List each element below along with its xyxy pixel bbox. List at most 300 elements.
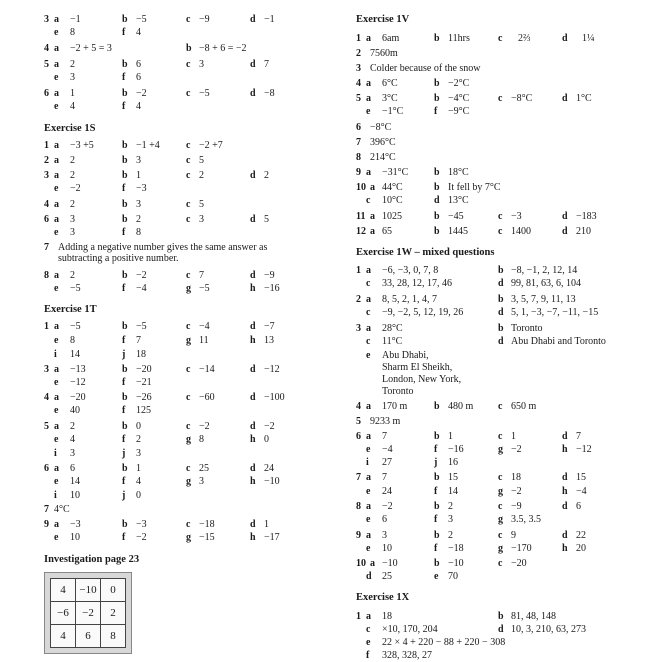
- part-label: h: [250, 532, 256, 543]
- answer-value: 4: [136, 101, 141, 112]
- answer-value: 480 m: [448, 401, 474, 412]
- answer-value: 8: [70, 335, 75, 346]
- part-label: d: [250, 88, 256, 99]
- part-label: d: [562, 530, 568, 541]
- part-label: b: [434, 558, 440, 569]
- part-label: b: [434, 78, 440, 89]
- answer-value: −2: [199, 421, 210, 432]
- part-label: a: [54, 140, 59, 151]
- answer-value: 6: [576, 501, 581, 512]
- answer-value: −21: [136, 377, 152, 388]
- answer-value: 1: [511, 431, 516, 442]
- answer-value: 5: [199, 155, 204, 166]
- part-label: a: [54, 43, 59, 54]
- answer-value: −15: [199, 532, 215, 543]
- part-label: g: [186, 476, 191, 487]
- part-label: f: [122, 72, 126, 83]
- part-label: c: [498, 226, 503, 237]
- answer-value: −14: [199, 364, 215, 375]
- part-label: d: [562, 93, 568, 104]
- answer-value: 14: [448, 486, 458, 497]
- answer-value: 20: [576, 543, 586, 554]
- answer-value: ×10, 170, 204: [382, 624, 438, 635]
- answer-value: 1025: [382, 211, 402, 222]
- answer-value: −2°C: [448, 78, 470, 89]
- answer-value: 1¼: [582, 33, 595, 44]
- question-number: 5: [356, 93, 361, 104]
- answer-value: 2: [70, 199, 75, 210]
- answer-value: 11: [199, 335, 209, 346]
- question-number: 4: [44, 43, 49, 54]
- question-number: 5: [356, 416, 361, 427]
- part-label: h: [562, 486, 568, 497]
- question-number: 7: [356, 472, 361, 483]
- part-label: b: [434, 401, 440, 412]
- part-label: c: [186, 321, 191, 332]
- question-number: 7: [44, 504, 49, 515]
- part-label: a: [54, 463, 59, 474]
- answer-value: 27: [382, 457, 392, 468]
- part-label: g: [186, 434, 191, 445]
- answer-value: 10, 3, 210, 63, 273: [511, 624, 586, 635]
- answer-value: −31°C: [382, 167, 409, 178]
- part-label: a: [370, 558, 375, 569]
- part-label: f: [434, 444, 438, 455]
- part-label: h: [250, 283, 256, 294]
- answer-value: Toronto: [511, 323, 543, 334]
- answer-value: 1: [70, 88, 75, 99]
- question-number: 9: [44, 519, 49, 530]
- answer-value: −4: [382, 444, 393, 455]
- part-label: b: [434, 167, 440, 178]
- answer-value: London, New York,: [382, 374, 462, 385]
- question-number: 2: [44, 155, 49, 166]
- answer-value: 14: [70, 349, 80, 360]
- answer-value: −13: [70, 364, 86, 375]
- answer-value: −5: [136, 321, 147, 332]
- part-label: h: [250, 335, 256, 346]
- answer-value: −2: [136, 88, 147, 99]
- answer-value: 18°C: [448, 167, 469, 178]
- part-label: c: [498, 33, 503, 44]
- answer-value: 3: [448, 514, 453, 525]
- question-number: 6: [356, 122, 361, 133]
- answer-value: −5: [199, 88, 210, 99]
- answer-value: 0: [136, 421, 141, 432]
- answer-value: −3: [136, 519, 147, 530]
- part-label: d: [250, 59, 256, 70]
- question-number: 8: [356, 501, 361, 512]
- answer-value: Colder because of the snow: [370, 63, 481, 74]
- part-label: d: [250, 421, 256, 432]
- answer-value: 6: [70, 463, 75, 474]
- part-label: e: [54, 72, 59, 83]
- answer-value: 3: [70, 227, 75, 238]
- part-label: b: [122, 59, 128, 70]
- part-label: e: [366, 486, 371, 497]
- answer-value: 3, 5, 7, 9, 11, 13: [511, 294, 576, 305]
- part-label: c: [186, 155, 191, 166]
- part-label: f: [434, 486, 438, 497]
- answer-value: −2: [136, 532, 147, 543]
- answer-value: 11hrs: [448, 33, 470, 44]
- answer-value: 18: [136, 349, 146, 360]
- answer-value: 13°C: [448, 195, 469, 206]
- answer-value: −9: [511, 501, 522, 512]
- answer-value: −1 +4: [136, 140, 160, 151]
- answer-value: −5: [199, 283, 210, 294]
- part-label: a: [54, 170, 59, 181]
- answer-value: 8: [136, 227, 141, 238]
- question-number: 7: [356, 137, 361, 148]
- answer-value: 125: [136, 405, 151, 416]
- part-label: d: [250, 14, 256, 25]
- part-label: b: [122, 519, 128, 530]
- part-label: c: [366, 336, 371, 347]
- part-label: f: [122, 434, 126, 445]
- exercise-heading: Investigation page 23: [44, 554, 140, 565]
- answer-value: Abu Dhabi,: [382, 350, 429, 361]
- part-label: h: [250, 434, 256, 445]
- note-text: Adding a negative number gives the same answer as subtracting a positive number.: [58, 242, 268, 264]
- part-label: a: [366, 611, 371, 622]
- answer-value: 18: [382, 611, 392, 622]
- question-number: 4: [356, 78, 361, 89]
- part-label: b: [186, 43, 192, 54]
- part-label: d: [562, 33, 568, 44]
- grid-cell: 8: [101, 625, 126, 648]
- part-label: c: [186, 14, 191, 25]
- part-label: d: [498, 307, 504, 318]
- question-number: 6: [44, 463, 49, 474]
- part-label: d: [250, 214, 256, 225]
- answer-value: 1400: [511, 226, 531, 237]
- answer-value: −4: [576, 486, 587, 497]
- answer-value: 10: [70, 490, 80, 501]
- answer-value: 99, 81, 63, 6, 104: [511, 278, 581, 289]
- answer-value: 10: [382, 543, 392, 554]
- part-label: d: [562, 211, 568, 222]
- part-label: a: [54, 59, 59, 70]
- answer-value: 4: [70, 101, 75, 112]
- answer-value: 11°C: [382, 336, 403, 347]
- answer-value: −4: [199, 321, 210, 332]
- part-label: f: [434, 543, 438, 554]
- question-number: 3: [44, 170, 49, 181]
- part-label: e: [366, 637, 371, 648]
- question-number: 10: [356, 182, 366, 193]
- part-label: a: [366, 431, 371, 442]
- part-label: a: [54, 519, 59, 530]
- part-label: a: [366, 323, 371, 334]
- part-label: e: [54, 27, 59, 38]
- part-label: c: [498, 93, 503, 104]
- answer-value: 2: [70, 170, 75, 181]
- part-label: c: [186, 88, 191, 99]
- answer-value: −3: [136, 183, 147, 194]
- part-label: f: [122, 335, 126, 346]
- part-label: e: [366, 350, 371, 361]
- part-label: b: [434, 33, 440, 44]
- part-label: f: [122, 227, 126, 238]
- part-label: g: [498, 543, 503, 554]
- part-label: d: [498, 624, 504, 635]
- answer-value: 1°C: [576, 93, 592, 104]
- answer-value: −4: [136, 283, 147, 294]
- part-label: a: [54, 421, 59, 432]
- answer-value: 7: [264, 59, 269, 70]
- answer-note: [44, 242, 299, 264]
- answer-value: −170: [511, 543, 532, 554]
- part-label: b: [122, 364, 128, 375]
- answer-value: −26: [136, 392, 152, 403]
- part-label: c: [186, 270, 191, 281]
- question-number: 2: [356, 48, 361, 59]
- part-label: b: [122, 463, 128, 474]
- part-label: j: [434, 457, 438, 468]
- answer-value: −10: [382, 558, 398, 569]
- grid-cell: 4: [51, 625, 76, 648]
- answer-value: −1: [70, 14, 81, 25]
- part-label: j: [122, 349, 126, 360]
- answer-value: 6°C: [382, 78, 398, 89]
- answer-value: −3: [511, 211, 522, 222]
- answer-value: 4: [136, 476, 141, 487]
- part-label: a: [54, 14, 59, 25]
- part-label: a: [366, 93, 371, 104]
- answer-value: −60: [199, 392, 215, 403]
- exercise-heading: Exercise 1T: [44, 304, 97, 315]
- part-label: b: [122, 321, 128, 332]
- part-label: c: [498, 401, 503, 412]
- part-label: g: [498, 514, 503, 525]
- exercise-heading: Exercise 1W – mixed questions: [356, 247, 495, 258]
- part-label: e: [54, 532, 59, 543]
- answer-value: 6: [382, 514, 387, 525]
- answer-value: 1: [136, 463, 141, 474]
- question-number: 6: [44, 214, 49, 225]
- answer-value: 4: [136, 27, 141, 38]
- question-number: 6: [356, 431, 361, 442]
- answer-value: 6am: [382, 33, 400, 44]
- answer-value: 3: [70, 448, 75, 459]
- part-label: e: [54, 377, 59, 388]
- part-label: d: [562, 226, 568, 237]
- answer-value: −3: [70, 519, 81, 530]
- answer-value: −12: [576, 444, 592, 455]
- part-label: a: [366, 530, 371, 541]
- part-label: b: [434, 501, 440, 512]
- part-label: c: [186, 199, 191, 210]
- answer-value: 3: [199, 476, 204, 487]
- answer-value: 210: [576, 226, 591, 237]
- exercise-heading: Exercise 1S: [44, 123, 96, 134]
- question-number: 10: [356, 558, 366, 569]
- question-number: 3: [356, 63, 361, 74]
- answer-value: −5: [70, 321, 81, 332]
- answer-value: 3: [199, 59, 204, 70]
- part-label: a: [366, 78, 371, 89]
- answer-value: 10°C: [382, 195, 403, 206]
- answer-value: Abu Dhabi and Toronto: [511, 336, 606, 347]
- answer-value: 2⅔: [518, 33, 531, 44]
- answer-value: 5: [199, 199, 204, 210]
- answer-value: Sharm El Sheikh,: [382, 362, 453, 373]
- answer-value: 7560m: [370, 48, 398, 59]
- answer-value: −9: [264, 270, 275, 281]
- part-label: g: [498, 444, 503, 455]
- part-label: b: [122, 140, 128, 151]
- part-label: d: [366, 571, 372, 582]
- part-label: a: [54, 88, 59, 99]
- part-label: e: [54, 101, 59, 112]
- question-number: 1: [44, 140, 49, 151]
- part-label: c: [366, 307, 371, 318]
- answer-value: 9: [511, 530, 516, 541]
- part-label: e: [366, 106, 371, 117]
- part-label: c: [498, 558, 503, 569]
- answer-value: 8, 5, 2, 1, 4, 7: [382, 294, 437, 305]
- part-label: a: [54, 155, 59, 166]
- question-number: 3: [44, 364, 49, 375]
- answer-value: 9233 m: [370, 416, 401, 427]
- part-label: c: [498, 501, 503, 512]
- answer-value: 3.5, 3.5: [511, 514, 541, 525]
- part-label: b: [434, 211, 440, 222]
- answer-value: −20: [136, 364, 152, 375]
- part-label: h: [562, 543, 568, 554]
- answer-value: −183: [576, 211, 597, 222]
- answer-value: −10: [264, 476, 280, 487]
- answer-value: −16: [448, 444, 464, 455]
- answer-value: −8 + 6 = −2: [199, 43, 247, 54]
- part-label: b: [122, 421, 128, 432]
- part-label: a: [366, 294, 371, 305]
- part-label: d: [250, 519, 256, 530]
- answer-value: −17: [264, 532, 280, 543]
- answer-value: −4°C: [448, 93, 470, 104]
- part-label: c: [498, 530, 503, 541]
- answer-value: 2: [70, 59, 75, 70]
- answer-value: 24: [382, 486, 392, 497]
- answer-value: 3: [136, 155, 141, 166]
- answer-value: −2 + 5 = 3: [70, 43, 112, 54]
- answer-value: 4: [70, 434, 75, 445]
- answer-value: −9: [199, 14, 210, 25]
- answer-value: −45: [448, 211, 464, 222]
- answer-value: 40: [70, 405, 80, 416]
- grid-cell: 4: [51, 579, 76, 602]
- part-label: a: [366, 401, 371, 412]
- part-label: c: [366, 195, 371, 206]
- part-label: e: [366, 543, 371, 554]
- part-label: e: [54, 476, 59, 487]
- part-label: f: [122, 405, 126, 416]
- answer-value: −18: [199, 519, 215, 530]
- grid-cell: 6: [76, 625, 101, 648]
- part-label: g: [186, 283, 191, 294]
- part-label: g: [186, 335, 191, 346]
- question-number: 9: [356, 530, 361, 541]
- part-label: a: [54, 270, 59, 281]
- answer-value: −2: [136, 270, 147, 281]
- answer-value: −2: [264, 421, 275, 432]
- answer-value: 1: [448, 431, 453, 442]
- answer-value: −5: [70, 283, 81, 294]
- part-label: e: [366, 514, 371, 525]
- part-label: h: [562, 444, 568, 455]
- part-label: d: [562, 472, 568, 483]
- answer-value: −9°C: [448, 106, 470, 117]
- part-label: b: [434, 226, 440, 237]
- part-label: i: [54, 349, 57, 360]
- answer-value: Toronto: [382, 386, 414, 397]
- part-label: f: [434, 106, 438, 117]
- part-label: c: [186, 140, 191, 151]
- answer-value: 25: [382, 571, 392, 582]
- part-label: a: [366, 472, 371, 483]
- answer-value: 18: [511, 472, 521, 483]
- part-label: c: [366, 278, 371, 289]
- part-label: a: [370, 211, 375, 222]
- part-label: a: [366, 167, 371, 178]
- investigation-grid: [44, 572, 132, 654]
- answer-value: 2: [136, 214, 141, 225]
- part-label: f: [122, 532, 126, 543]
- part-label: b: [498, 294, 504, 305]
- part-label: g: [498, 486, 503, 497]
- answer-value: 5, 1, −3, −7, −11, −15: [511, 307, 599, 318]
- question-number: 4: [356, 401, 361, 412]
- grid-cell: −6: [51, 602, 76, 625]
- part-label: b: [122, 155, 128, 166]
- answer-value: 7: [382, 472, 387, 483]
- question-number: 8: [356, 152, 361, 163]
- answer-value: −2: [511, 444, 522, 455]
- part-label: c: [186, 463, 191, 474]
- answer-value: −9, −2, 5, 12, 19, 26: [382, 307, 464, 318]
- question-number: 1: [44, 321, 49, 332]
- answer-value: 15: [448, 472, 458, 483]
- part-label: d: [250, 321, 256, 332]
- answer-value: −1: [264, 14, 275, 25]
- answer-value: 1: [136, 170, 141, 181]
- part-label: d: [562, 431, 568, 442]
- part-label: a: [366, 501, 371, 512]
- answer-value: 2: [70, 155, 75, 166]
- part-label: e: [54, 434, 59, 445]
- part-label: c: [186, 214, 191, 225]
- part-label: d: [434, 195, 440, 206]
- part-label: a: [366, 265, 371, 276]
- part-label: b: [498, 323, 504, 334]
- answer-value: −8°C: [370, 122, 392, 133]
- part-label: h: [250, 476, 256, 487]
- answer-value: 81, 48, 148: [511, 611, 556, 622]
- question-number: 9: [356, 167, 361, 178]
- question-number: 8: [44, 270, 49, 281]
- part-label: b: [122, 392, 128, 403]
- grid-cell: 2: [101, 602, 126, 625]
- answer-value: 3°C: [382, 93, 398, 104]
- part-label: i: [366, 457, 369, 468]
- part-label: c: [498, 211, 503, 222]
- answer-value: −2 +7: [199, 140, 223, 151]
- part-label: e: [434, 571, 439, 582]
- answer-value: −20: [511, 558, 527, 569]
- part-label: b: [434, 182, 440, 193]
- answer-value: −2: [70, 183, 81, 194]
